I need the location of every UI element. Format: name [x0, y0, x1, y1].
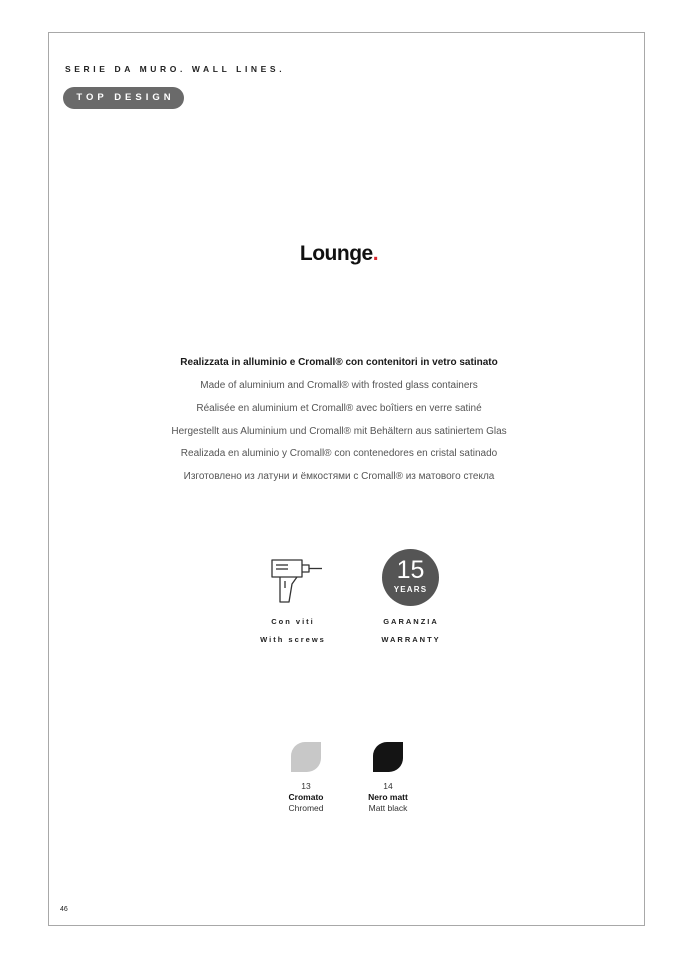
- description-en: Made of aluminium and Cromall® with frosted glass containers: [200, 380, 478, 391]
- description-ru: Изготовлено из латуни и ёмкостями с Cromall® из матового стекла: [183, 471, 495, 482]
- finish-name-it-chromed: Cromato: [288, 792, 324, 802]
- drill-icon: [266, 557, 326, 605]
- screws-label-en: With screws: [260, 635, 326, 644]
- finish-code-chromed: 13: [301, 781, 311, 791]
- warranty-years-unit: YEARS: [393, 585, 428, 594]
- warranty-label-en: WARRANTY: [381, 635, 441, 644]
- finish-name-it-matt-black: Nero matt: [368, 792, 408, 802]
- finish-swatch-chromed: [291, 742, 321, 772]
- warranty-label-it: GARANZIA: [383, 617, 439, 626]
- description-de: Hergestellt aus Aluminium und Cromall® mit Behältern aus satiniertem Glas: [171, 426, 507, 437]
- top-design-badge: TOP DESIGN: [63, 87, 184, 109]
- description-fr: Réalisée en aluminium et Cromall® avec boîtiers en verre satiné: [196, 403, 482, 414]
- finish-swatch-matt-black: [373, 742, 403, 772]
- finish-name-en-chromed: Chromed: [288, 803, 324, 813]
- description-es: Realizada en aluminio y Cromall® con contenedores en cristal satinado: [180, 448, 498, 459]
- finish-code-matt-black: 14: [383, 781, 393, 791]
- title-dot: .: [372, 242, 379, 265]
- series-heading: SERIE DA MURO. WALL LINES.: [65, 64, 286, 74]
- page-number: 46: [60, 906, 68, 913]
- description-it: Realizzata in alluminio e Cromall® con contenitori in vetro satinato: [180, 357, 498, 368]
- product-name: Lounge: [299, 242, 373, 265]
- warranty-years-number: 15: [396, 556, 425, 584]
- screws-label-it: Con viti: [271, 617, 315, 626]
- product-title: [0, 242, 678, 266]
- finish-name-en-matt-black: Matt black: [368, 803, 408, 813]
- warranty-badge: [382, 549, 439, 606]
